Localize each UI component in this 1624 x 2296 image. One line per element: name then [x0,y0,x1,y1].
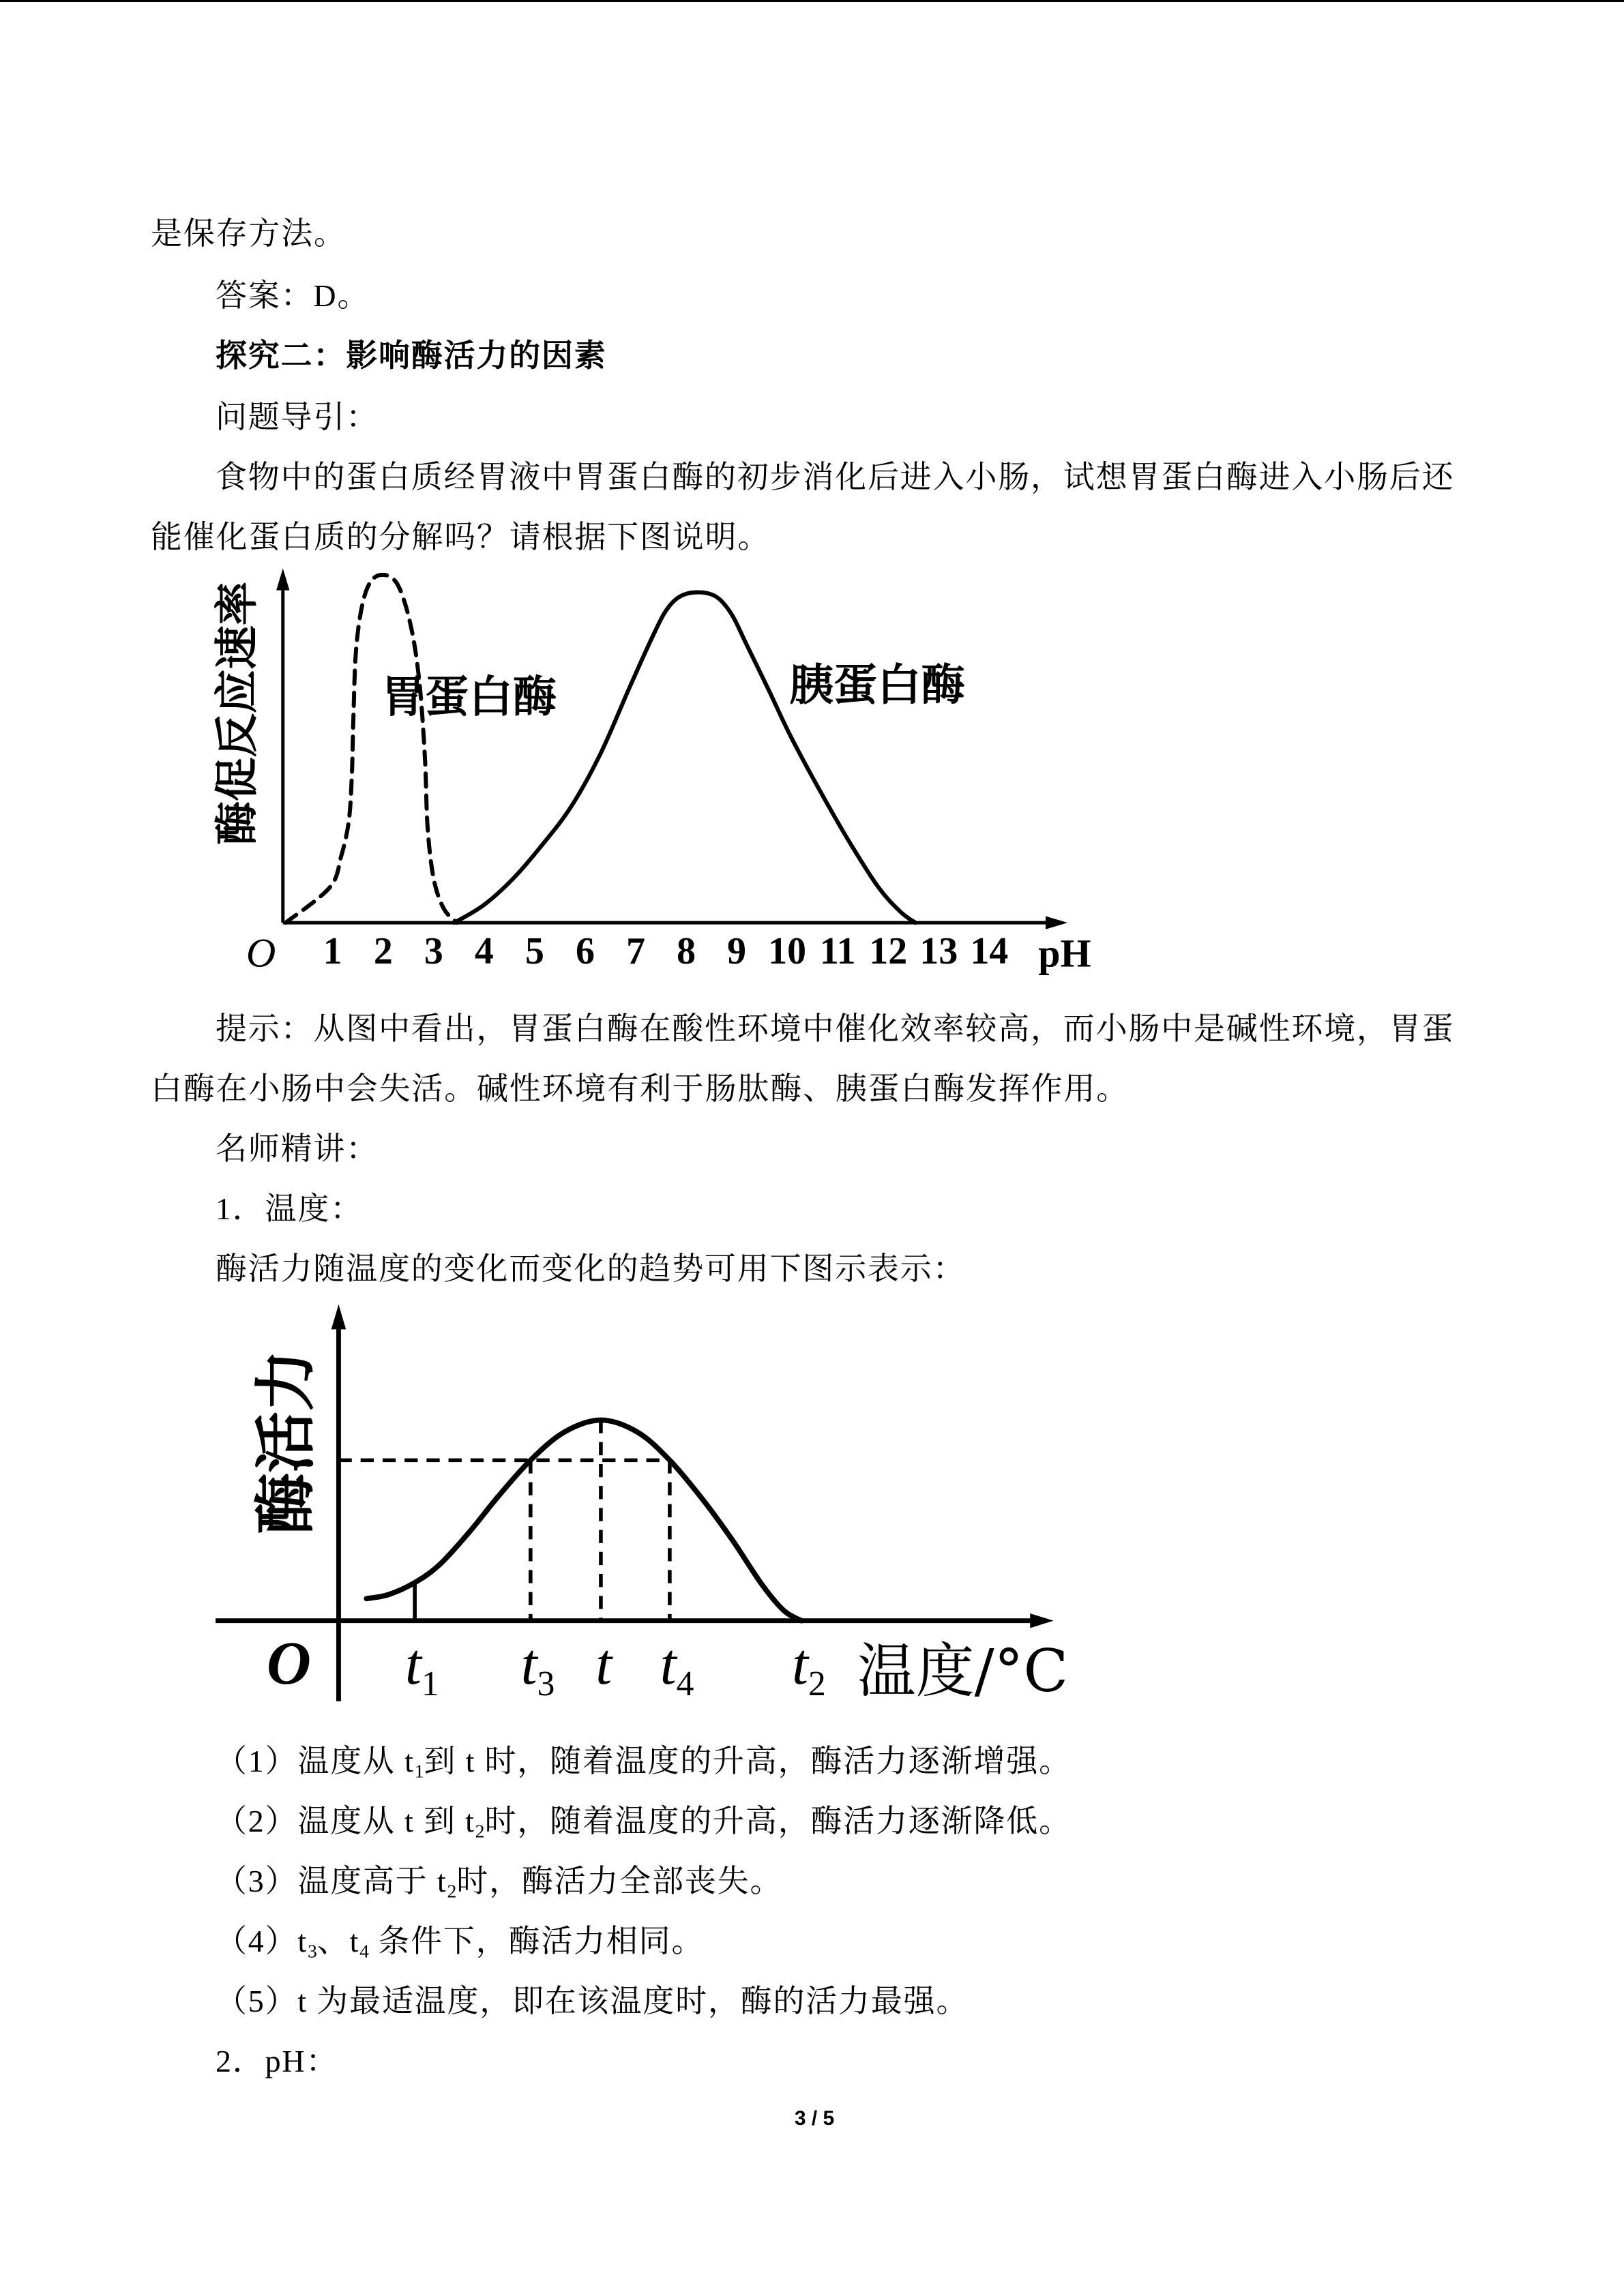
point-text: 到 t 时，随着温度的升高，酶活力逐渐增强。 [424,1744,1072,1778]
point-5 [216,1981,969,2022]
question-line-2: 能催化蛋白质的分解吗？请根据下图说明。 [151,520,771,554]
x-tick-subscript: 3 [537,1665,555,1704]
x-tick-label: 10 [768,930,807,973]
point-text: （4）t [216,1924,308,1958]
point-subscript: 2 [447,1880,457,1902]
x-tick-subscript: 2 [808,1665,826,1704]
temperature-intro: 酶活力随温度的变化而变化的趋势可用下图示表示： [216,1251,966,1286]
x-tick-label: 1 [323,930,342,973]
x-tick-subscript: 1 [421,1665,439,1704]
ph-heading: 2．pH： [216,2044,339,2078]
trypsin-label: 胰蛋白酶 [789,659,965,711]
pepsin-curve [286,575,457,923]
pepsin-label: 胃蛋白酶 [381,671,557,723]
x-tick-subscript: 4 [676,1665,694,1704]
x-axis-label: pH [1038,931,1091,976]
x-tick-label: 9 [727,930,747,973]
point-text: （2）温度从 t 到 t [216,1804,475,1838]
x-tick-labels [323,930,1008,972]
point-subscript: 1 [414,1760,424,1782]
guide-lines [338,1420,669,1621]
page-top-edge [0,0,1624,2]
lecture-label: 名师精讲： [216,1131,379,1166]
point-4 [216,1921,704,1962]
point-text: 条件下，酶活力相同。 [368,1924,705,1958]
x-tick-label: 11 [819,930,856,973]
answer-line: 答案：D。 [216,278,370,313]
y-axis-label: 酶促反应速率 [211,581,263,846]
ph-enzyme-chart [205,564,1106,981]
question-line-1: 食物中的蛋白质经胃液中胃蛋白酶的初步消化后进入小肠，试想胃蛋白酶进入小肠后还 [216,460,1455,494]
x-tick-label: 7 [626,930,645,973]
carryover-text-line: 是保存方法。 [151,216,346,251]
point-2 [216,1801,1072,1842]
x-tick-label: $t_2$ [792,1631,826,1704]
x-tick-label: 8 [677,930,696,973]
temperature-heading: 1．温度： [216,1191,363,1226]
x-tick-label: 5 [525,930,544,973]
y-axis-arrow [331,1304,346,1330]
point-text: （3）温度高于 t [216,1864,447,1898]
origin-label: O [266,1629,312,1698]
y-axis-arrow [276,568,289,590]
x-tick-label: 13 [919,930,958,973]
x-axis-label: 温度/°C [857,1637,1069,1705]
point-1 [216,1741,1072,1782]
x-tick-label: 2 [373,930,393,973]
x-axis-arrow [1046,916,1067,929]
x-tick-label: $t_4$ [660,1631,694,1704]
x-tick-label: 4 [474,930,494,973]
trypsin-curve [454,593,915,923]
y-axis-label: 酶活力 [250,1350,323,1535]
point-subscript: 2 [475,1820,485,1842]
x-tick-label: 6 [576,930,595,973]
point-text: （1）温度从 t [216,1744,415,1778]
x-tick-label: $t_1$ [405,1631,439,1704]
point-subscript: 3 [307,1940,317,1962]
x-axis-arrow [1030,1613,1053,1628]
x-tick-label: 14 [970,930,1009,973]
point-text: 、t [316,1924,360,1958]
section-heading: 探究二：影响酶活力的因素 [216,338,607,373]
guide-label: 问题导引： [216,400,379,434]
point-subscript: 4 [359,1940,369,1962]
point-text: 时，随着温度的升高，酶活力逐渐降低。 [484,1804,1072,1838]
temperature-enzyme-chart [205,1296,1077,1713]
activity-curve [366,1420,801,1621]
hint-line-2: 白酶在小肠中会失活。碱性环境有利于肠肽酶、胰蛋白酶发挥作用。 [151,1071,1129,1106]
page-number: 3 / 5 [794,2107,835,2130]
hint-line-1: 提示：从图中看出，胃蛋白酶在酸性环境中催化效率较高，而小肠中是碱性环境，胃蛋 [216,1011,1455,1046]
origin-label: O [246,930,276,976]
x-tick-label: 3 [424,930,443,973]
x-tick-labels [405,1631,826,1703]
point-text: （5）t 为最适温度，即在该温度时，酶的活力最强。 [216,1984,969,2018]
point-text: 时，酶活力全部丧失。 [456,1864,783,1898]
point-3 [216,1861,782,1902]
x-tick-label: 12 [869,930,908,973]
x-tick-label: t [595,1631,612,1697]
x-tick-label: $t_3$ [520,1631,555,1704]
